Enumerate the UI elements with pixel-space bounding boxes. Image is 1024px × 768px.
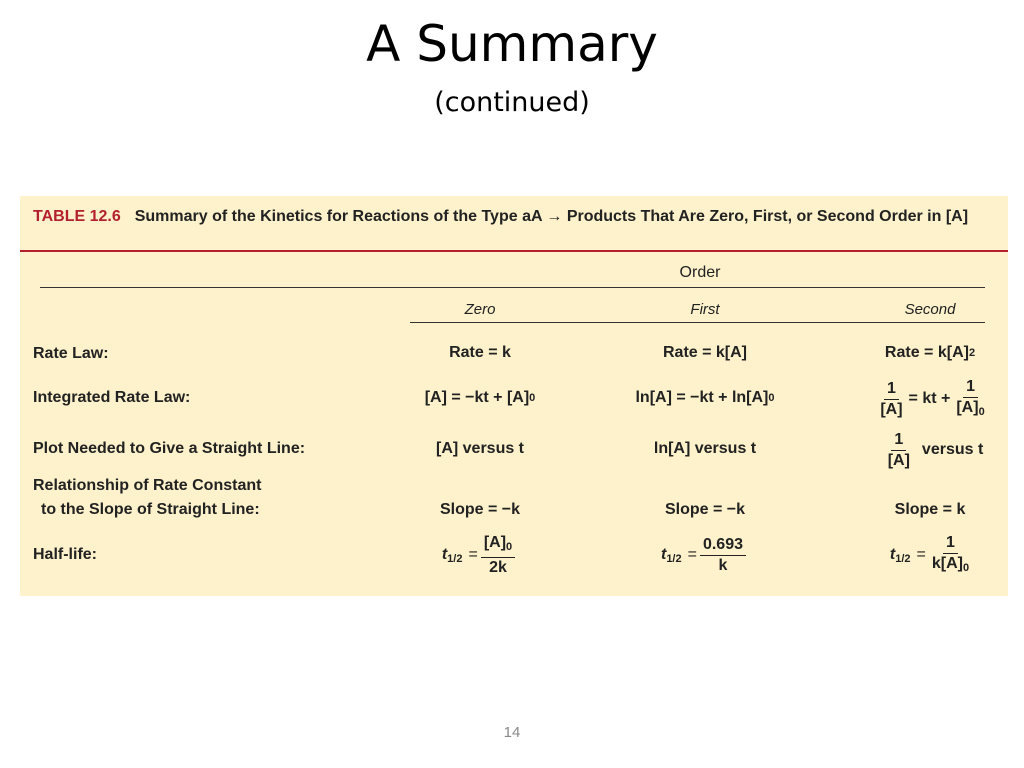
- numerator-text: [A]: [483, 533, 507, 551]
- column-header-divider: [410, 322, 985, 323]
- integrated-first-subscript: 0: [768, 392, 775, 404]
- column-header-zero: Zero: [464, 301, 496, 318]
- t-letter: t: [441, 545, 448, 563]
- kinetics-table: [20, 196, 1008, 596]
- t-subscript: 1/2: [447, 552, 463, 565]
- t-subscript: 1/2: [895, 552, 911, 565]
- cell-slope-second: Slope = k: [894, 501, 966, 518]
- cell-slope-zero: Slope = −k: [439, 501, 521, 518]
- fraction-denominator: [A]: [887, 451, 910, 469]
- integrated-second-middle: = kt +: [908, 390, 951, 407]
- half-life-t-symbol: [890, 546, 911, 565]
- cell-slope-first: Slope = −k: [664, 501, 746, 518]
- rate-law-second-text: Rate = k[A]: [884, 344, 969, 361]
- cell-integrated-second: [855, 374, 1010, 424]
- half-life-first-fraction: [700, 535, 746, 576]
- denominator-text: [A]: [956, 398, 979, 416]
- cell-rate-law-zero: Rate = k: [449, 344, 511, 361]
- caption-divider: [20, 250, 1008, 252]
- cell-integrated-first: [605, 382, 805, 414]
- numerator-subscript: 0: [506, 540, 513, 553]
- row-label-integrated-rate-law: Integrated Rate Law:: [33, 389, 191, 406]
- fraction-numerator: [481, 533, 515, 558]
- cell-plot-second: [855, 425, 1010, 475]
- integrated-zero-subscript: 0: [529, 392, 536, 404]
- column-header-second: Second: [904, 301, 956, 318]
- slide-title: A Summary: [366, 15, 658, 73]
- half-life-second-fraction: [929, 533, 972, 578]
- column-header-first: First: [690, 301, 720, 318]
- plot-second-fraction: [885, 430, 913, 471]
- fraction-numerator: 0.693: [700, 535, 746, 556]
- slide-subtitle: (continued): [434, 87, 590, 118]
- equals-sign: =: [916, 546, 926, 563]
- integrated-zero-text: [A] = −kt + [A]: [424, 389, 530, 406]
- cell-plot-first: ln[A] versus t: [653, 440, 757, 457]
- table-label: TABLE 12.6: [33, 208, 121, 225]
- cell-rate-law-second: [850, 338, 1010, 368]
- page-number: 14: [503, 724, 521, 741]
- integrated-second-rhs-fraction: [953, 377, 987, 422]
- cell-rate-law-first: Rate = k[A]: [662, 344, 748, 361]
- fraction-denominator: [A]: [880, 400, 903, 418]
- half-life-t-symbol: [661, 546, 682, 565]
- rate-law-second-exponent: 2: [968, 347, 976, 359]
- fraction-numerator: 1: [891, 430, 906, 451]
- row-label-slope-line1: Relationship of Rate Constant: [33, 477, 262, 494]
- half-life-zero-fraction: [481, 533, 515, 578]
- header-divider: [40, 287, 985, 288]
- fraction-denominator: k: [718, 556, 728, 574]
- cell-plot-zero: [A] versus t: [435, 440, 525, 457]
- equals-sign: =: [468, 546, 478, 563]
- order-header: Order: [679, 264, 721, 281]
- cell-half-life-second: [855, 529, 1010, 581]
- fraction-denominator: 2k: [489, 558, 507, 576]
- row-label-plot-needed: Plot Needed to Give a Straight Line:: [33, 440, 306, 457]
- denominator-subscript: 0: [962, 561, 970, 574]
- fraction-denominator: [953, 398, 987, 422]
- denominator-text: k[A]: [931, 554, 963, 572]
- cell-integrated-zero: [390, 382, 570, 414]
- fraction-numerator: 1: [884, 379, 899, 400]
- equals-sign: =: [687, 546, 697, 563]
- table-caption-text: Summary of the Kinetics for Reactions of the Type aA → Products That Are Zero, First, or Second Order in [A]: [134, 208, 969, 225]
- t-subscript: 1/2: [666, 552, 682, 565]
- table-caption: [33, 206, 983, 228]
- half-life-t-symbol: [442, 546, 463, 565]
- fraction-denominator: [929, 554, 972, 578]
- fraction-numerator: 1: [963, 377, 978, 398]
- integrated-second-lhs-fraction: [877, 379, 905, 420]
- row-label-half-life: Half-life:: [33, 546, 97, 563]
- t-letter: t: [889, 545, 896, 563]
- plot-second-text: versus t: [921, 441, 984, 458]
- integrated-first-text: ln[A] = −kt + ln[A]: [635, 389, 769, 406]
- cell-half-life-first: [620, 529, 790, 581]
- row-label-slope-line2: to the Slope of Straight Line:: [41, 501, 260, 518]
- row-label-rate-law: Rate Law:: [33, 345, 109, 362]
- denominator-subscript: 0: [978, 405, 985, 418]
- cell-half-life-zero: [400, 529, 560, 581]
- fraction-numerator: 1: [943, 533, 958, 554]
- t-letter: t: [660, 545, 667, 563]
